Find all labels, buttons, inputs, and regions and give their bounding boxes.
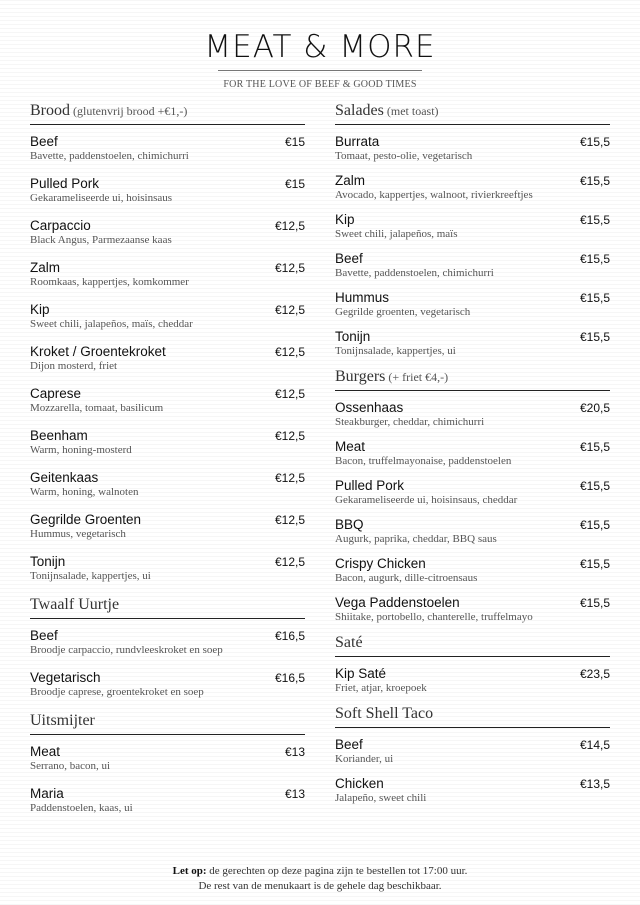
item-name: Carpaccio — [30, 218, 91, 233]
item-description: Roomkaas, kappertjes, komkommer — [30, 276, 189, 288]
item-description: Broodje caprese, groentekroket en soep — [30, 686, 204, 698]
section-title: Saté — [335, 634, 363, 651]
item-name: Kip — [30, 302, 50, 317]
footer-text-1: de gerechten op deze pagina zijn te bestellen tot 17:00 uur. — [206, 865, 468, 877]
item-name: Vega Paddenstoelen — [335, 595, 460, 610]
menu-item — [30, 428, 305, 457]
item-description: Sweet chili, jalapeños, maïs — [335, 228, 458, 240]
item-name: Caprese — [30, 386, 82, 401]
item-description: Hummus, vegetarisch — [30, 528, 126, 540]
section-title: Brood — [30, 102, 70, 119]
footer-label: Let op: — [172, 865, 207, 877]
item-description: Steakburger, cheddar, chimichurri — [335, 416, 485, 428]
item-price: €15,5 — [579, 330, 610, 344]
menu-item — [30, 302, 305, 331]
item-description: Dijon mosterd, friet — [30, 360, 118, 372]
section-title: Salades — [335, 102, 384, 119]
section-header-uitsmijter — [30, 712, 305, 735]
item-description: Broodje carpaccio, rundvleeskroket en soep — [30, 644, 223, 656]
menu-item — [335, 439, 610, 468]
menu-item — [30, 744, 305, 773]
item-name: Beef — [335, 737, 363, 752]
item-name: Kip Saté — [335, 666, 387, 681]
item-price: €15,5 — [579, 518, 610, 532]
footer-note — [0, 864, 640, 894]
item-description: Jalapeño, sweet chili — [335, 792, 427, 804]
tagline: FOR THE LOVE OF BEEF & GOOD TIMES — [223, 79, 417, 90]
item-description: Bacon, truffelmayonaise, paddenstoelen — [335, 455, 512, 467]
item-price: €15,5 — [579, 252, 610, 266]
menu-item — [30, 260, 305, 289]
item-price: €15,5 — [579, 440, 610, 454]
menu-item — [335, 134, 610, 163]
item-name: Chicken — [335, 776, 384, 791]
item-name: Kip — [335, 212, 355, 227]
item-name: Meat — [335, 439, 366, 454]
menu-item — [335, 595, 610, 624]
item-name: Zalm — [30, 260, 60, 275]
item-name: BBQ — [335, 517, 364, 532]
section-note: (met toast) — [386, 104, 439, 118]
item-price: €15,5 — [579, 174, 610, 188]
item-name: Meat — [30, 744, 61, 759]
item-description: Gekarameliseerde ui, hoisinsaus — [30, 192, 173, 204]
item-price: €15,5 — [579, 596, 610, 610]
section-title: Soft Shell Taco — [335, 705, 434, 722]
section-title: Burgers — [335, 368, 386, 385]
item-description: Gekarameliseerde ui, hoisinsaus, cheddar — [335, 494, 518, 506]
item-description: Sweet chili, jalapeños, maïs, cheddar — [30, 318, 193, 330]
item-description: Avocado, kappertjes, walnoot, rivierkreeftjes — [335, 189, 533, 201]
menu-item — [30, 344, 305, 373]
item-price: €15,5 — [579, 479, 610, 493]
item-name: Beef — [30, 628, 58, 643]
item-description: Tonijnsalade, kappertjes, ui — [335, 345, 456, 357]
menu-item — [30, 176, 305, 205]
section-header-salades — [335, 102, 610, 125]
menu-item — [335, 666, 610, 695]
item-price: €12,5 — [274, 303, 305, 317]
item-price: €13 — [284, 745, 305, 759]
item-name: Tonijn — [30, 554, 66, 569]
item-price: €16,5 — [274, 629, 305, 643]
item-name: Maria — [30, 786, 64, 801]
footer-line-1 — [0, 864, 640, 879]
item-name: Burrata — [335, 134, 380, 149]
item-name: Zalm — [335, 173, 365, 188]
menu-item — [30, 512, 305, 541]
right-column — [335, 102, 610, 815]
section-header-brood — [30, 102, 305, 125]
item-price: €12,5 — [274, 555, 305, 569]
item-price: €12,5 — [274, 471, 305, 485]
item-price: €12,5 — [274, 345, 305, 359]
item-price: €15,5 — [579, 213, 610, 227]
item-name: Beenham — [30, 428, 88, 443]
menu-item — [30, 134, 305, 163]
menu-item — [335, 776, 610, 805]
left-column — [30, 102, 305, 828]
item-price: €12,5 — [274, 513, 305, 527]
item-name: Geitenkaas — [30, 470, 99, 485]
item-name: Tonijn — [335, 329, 371, 344]
item-description: Tonijnsalade, kappertjes, ui — [30, 570, 151, 582]
menu-item — [30, 786, 305, 815]
item-price: €12,5 — [274, 261, 305, 275]
menu-item — [30, 628, 305, 657]
footer-line-2: De rest van de menukaart is de gehele dag beschikbaar. — [198, 880, 442, 892]
section-header-burgers — [335, 368, 610, 391]
section-header-sate — [335, 634, 610, 657]
item-name: Pulled Pork — [335, 478, 405, 493]
menu-item — [30, 670, 305, 699]
item-price: €12,5 — [274, 387, 305, 401]
item-price: €23,5 — [579, 667, 610, 681]
item-description: Warm, honing, walnoten — [30, 486, 139, 498]
menu-item — [335, 556, 610, 585]
menu-item — [30, 386, 305, 415]
item-name: Beef — [30, 134, 58, 149]
item-name: Pulled Pork — [30, 176, 100, 191]
item-price: €12,5 — [274, 219, 305, 233]
item-name: Crispy Chicken — [335, 556, 426, 571]
menu-item — [335, 251, 610, 280]
section-title: Twaalf Uurtje — [30, 596, 120, 613]
item-price: €12,5 — [274, 429, 305, 443]
brand-divider — [218, 70, 422, 71]
item-name: Hummus — [335, 290, 390, 305]
item-name: Kroket / Groentekroket — [30, 344, 166, 359]
item-description: Mozzarella, tomaat, basilicum — [30, 402, 164, 414]
item-name: Gegrilde Groenten — [30, 512, 142, 527]
item-name: Beef — [335, 251, 363, 266]
menu-header — [0, 30, 640, 90]
item-price: €15,5 — [579, 291, 610, 305]
item-description: Warm, honing-mosterd — [30, 444, 132, 456]
item-description: Black Angus, Parmezaanse kaas — [30, 234, 172, 246]
item-price: €15,5 — [579, 557, 610, 571]
section-note: (glutenvrij brood +€1,-) — [73, 104, 188, 118]
item-description: Friet, atjar, kroepoek — [335, 682, 427, 694]
item-price: €13 — [284, 787, 305, 801]
item-price: €15 — [284, 177, 305, 191]
menu-item — [335, 400, 610, 429]
item-name: Vegetarisch — [30, 670, 101, 685]
item-description: Augurk, paprika, cheddar, BBQ saus — [335, 533, 497, 545]
item-price: €15,5 — [579, 135, 610, 149]
menu-item — [30, 470, 305, 499]
menu-item — [335, 290, 610, 319]
menu-item — [335, 212, 610, 241]
item-price: €14,5 — [579, 738, 610, 752]
section-title: Uitsmijter — [30, 712, 95, 729]
item-description: Paddenstoelen, kaas, ui — [30, 802, 133, 814]
item-price: €15 — [284, 135, 305, 149]
item-description: Bavette, paddenstoelen, chimichurri — [335, 267, 494, 279]
item-description: Koriander, ui — [335, 753, 394, 765]
menu-item — [335, 478, 610, 507]
menu-item — [335, 173, 610, 202]
item-price: €20,5 — [579, 401, 610, 415]
item-price: €13,5 — [579, 777, 610, 791]
item-name: Ossenhaas — [335, 400, 404, 415]
item-description: Bacon, augurk, dille-citroensaus — [335, 572, 478, 584]
item-description: Shiitake, portobello, chanterelle, truffelmayo — [335, 611, 533, 623]
item-price: €16,5 — [274, 671, 305, 685]
item-description: Bavette, paddenstoelen, chimichurri — [30, 150, 189, 162]
menu-item — [335, 737, 610, 766]
brand-logo: MEAT & MORE — [204, 29, 436, 65]
section-note: (+ friet €4,-) — [388, 370, 449, 384]
menu-item — [30, 554, 305, 583]
item-description: Serrano, bacon, ui — [30, 760, 111, 772]
section-header-twaalf-uurtje — [30, 596, 305, 619]
item-description: Gegrilde groenten, vegetarisch — [335, 306, 471, 318]
menu-item — [335, 517, 610, 546]
menu-item — [335, 329, 610, 358]
section-header-soft-shell-taco — [335, 705, 610, 728]
menu-item — [30, 218, 305, 247]
item-description: Tomaat, pesto-olie, vegetarisch — [335, 150, 473, 162]
